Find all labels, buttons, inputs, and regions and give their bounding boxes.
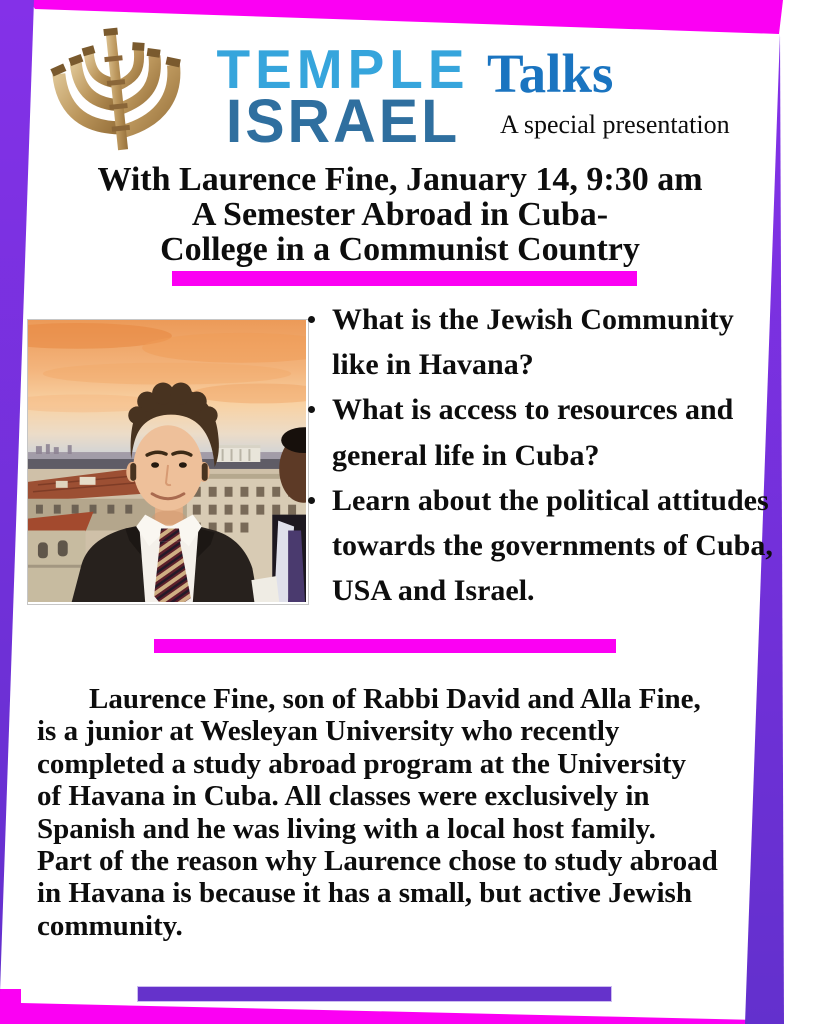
paragraph-line: in Havana is because it has a small, but active Jewish: [37, 877, 692, 910]
headline-line-1: With Laurence Fine, January 14, 9:30 am: [97, 161, 703, 198]
talks-title: Talks: [487, 43, 614, 104]
bullet-text: towards the governments of Cuba,: [332, 529, 773, 563]
bullet-text: What is access to resources and: [332, 393, 734, 427]
purple-divider-bottom: [137, 986, 612, 1002]
bullet-item-line: [300, 478, 800, 523]
wordmark-temple: TEMPLE: [216, 38, 470, 100]
bullet-text: like in Havana?: [332, 348, 534, 382]
bullet-item-line: [300, 297, 800, 342]
paragraph-line: completed a study abroad program at the University: [37, 747, 686, 780]
menorah-logo-icon: [36, 26, 198, 158]
topics-bullet-list: [300, 297, 800, 613]
bullet-text: Learn about the political attitudes: [332, 483, 769, 517]
paragraph-line: of Havana in Cuba. All classes were exclusively in: [37, 780, 650, 813]
bullet-dot-icon: [308, 497, 315, 504]
bullet-text: general life in Cuba?: [332, 438, 600, 472]
temple-israel-wordmark: [212, 38, 474, 156]
bullet-item-continuation: [300, 568, 800, 613]
magenta-divider-middle: [154, 639, 616, 653]
bullet-dot-icon: [308, 316, 315, 323]
bio-paragraph: [37, 683, 767, 942]
bullet-dot-icon: [308, 406, 315, 413]
paragraph-line: Laurence Fine, son of Rabbi David and Alla Fine,: [89, 683, 701, 715]
laurence-photo-art: [28, 320, 306, 602]
laurence-photo: [27, 319, 309, 605]
paragraph-line: community.: [37, 909, 183, 942]
bullet-item-continuation: [300, 433, 800, 478]
event-headline: [60, 162, 740, 267]
magenta-divider-top: [172, 271, 637, 286]
bullet-item-line: [300, 387, 800, 432]
headline-line-3: College in a Communist Country: [160, 231, 640, 268]
paragraph-line: is a junior at Wesleyan University who recently: [37, 715, 620, 748]
bullet-item-continuation: [300, 342, 800, 387]
paragraph-line: Spanish and he was living with a local host family.: [37, 812, 656, 845]
tagline: A special presentation: [500, 110, 730, 139]
bullet-item-continuation: [300, 523, 800, 568]
bullet-text: USA and Israel.: [332, 574, 535, 608]
bullet-text: What is the Jewish Community: [332, 303, 734, 336]
wordmark-israel: ISRAEL: [225, 86, 461, 156]
paragraph-line: Part of the reason why Laurence chose to study abroad: [37, 845, 718, 878]
headline-line-2: A Semester Abroad in Cuba-: [191, 196, 609, 233]
